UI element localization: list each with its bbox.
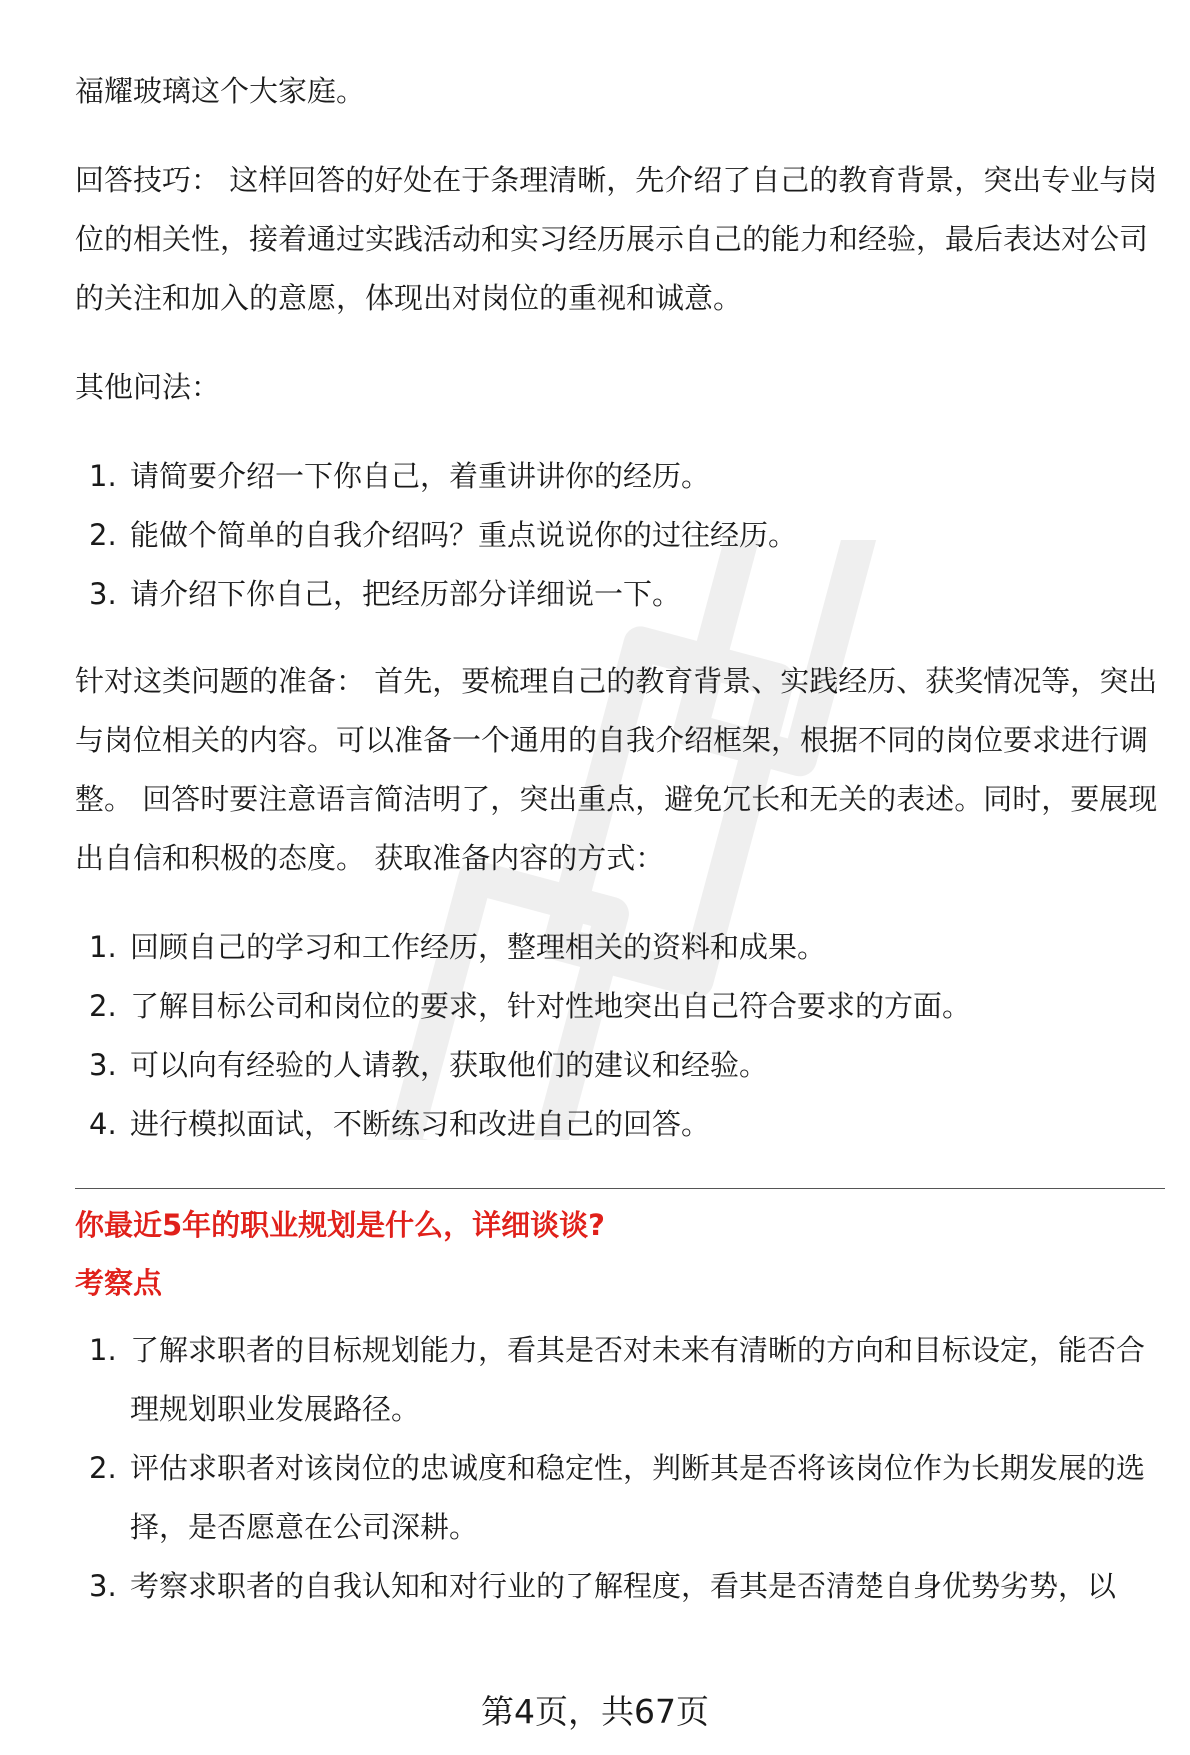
list-item <box>75 1321 1165 1439</box>
preparation-list <box>75 918 1165 1154</box>
list-item <box>75 506 1165 565</box>
list-number: 3. <box>89 1048 117 1082</box>
answer-tip-label: 回答技巧： <box>75 163 221 197</box>
list-text: 了解求职者的目标规划能力，看其是否对未来有清晰的方向和目标设定，能否合理规划职业发展路径。 <box>130 1333 1146 1426</box>
answer-tip-text: 这样回答的好处在于条理清晰，先介绍了自己的教育背景，突出专业与岗位的相关性，接着通过实践活动和实习经历展示自己的能力和经验，最后表达对公司的关注和加入的意愿，体现出对岗位的重视和诚意。 <box>75 163 1158 315</box>
question-title: 你最近5年的职业规划是什么，详细谈谈? <box>75 1208 606 1242</box>
list-number: 2. <box>89 518 117 552</box>
list-item <box>75 1439 1165 1557</box>
list-item <box>75 977 1165 1036</box>
preparation-text: 首先，要梳理自己的教育背景、实践经历、获奖情况等，突出与岗位相关的内容。可以准备一个通用的自我介绍框架，根据不同的岗位要求进行调整。 回答时要注意语言简洁明了，突出重点，避免冗长和无关的表述。同时，要展现出自信和积极的态度。 获取准备内容的方式： <box>75 664 1158 875</box>
list-number: 1. <box>89 459 117 493</box>
list-text: 考察求职者的自我认知和对行业的了解程度，看其是否清楚自身优势劣势，以 <box>130 1569 1117 1603</box>
list-text: 回顾自己的学习和工作经历，整理相关的资料和成果。 <box>130 930 827 964</box>
other-asks-label: 其他问法： <box>75 370 221 404</box>
list-number: 2. <box>89 1451 117 1485</box>
list-text: 了解目标公司和岗位的要求，针对性地突出自己符合要求的方面。 <box>130 989 972 1023</box>
list-item <box>75 918 1165 977</box>
list-text: 进行模拟面试，不断练习和改进自己的回答。 <box>130 1107 711 1141</box>
list-number: 4. <box>89 1107 117 1141</box>
list-text: 可以向有经验的人请教，获取他们的建议和经验。 <box>130 1048 769 1082</box>
list-item <box>75 1557 1165 1616</box>
intro-tail: 福耀玻璃这个大家庭。 <box>75 74 366 108</box>
list-item <box>75 447 1165 506</box>
list-text: 请简要介绍一下你自己，着重讲讲你的经历。 <box>130 459 711 493</box>
page-number: 第4页，共67页 <box>481 1692 709 1731</box>
list-text: 评估求职者对该岗位的忠诚度和稳定性，判断其是否将该岗位作为长期发展的选择，是否愿意在公司深耕。 <box>130 1451 1146 1544</box>
section-divider <box>75 1188 1165 1189</box>
preparation-paragraph <box>75 652 1165 888</box>
list-number: 2. <box>89 989 117 1023</box>
list-number: 1. <box>89 930 117 964</box>
question-subtitle: 考察点 <box>75 1266 163 1300</box>
assessment-points-list <box>75 1321 1165 1616</box>
list-item <box>75 1095 1165 1154</box>
document-body <box>75 62 1165 1644</box>
list-number: 3. <box>89 1569 117 1603</box>
preparation-label: 针对这类问题的准备： <box>75 664 366 698</box>
list-number: 3. <box>89 577 117 611</box>
answer-tip <box>75 151 1165 328</box>
list-item <box>75 1036 1165 1095</box>
other-asks-list <box>75 447 1165 624</box>
list-text: 请介绍下你自己，把经历部分详细说一下。 <box>130 577 682 611</box>
list-number: 1. <box>89 1333 117 1367</box>
list-item <box>75 565 1165 624</box>
list-text: 能做个简单的自我介绍吗？重点说说你的过往经历。 <box>130 518 798 552</box>
